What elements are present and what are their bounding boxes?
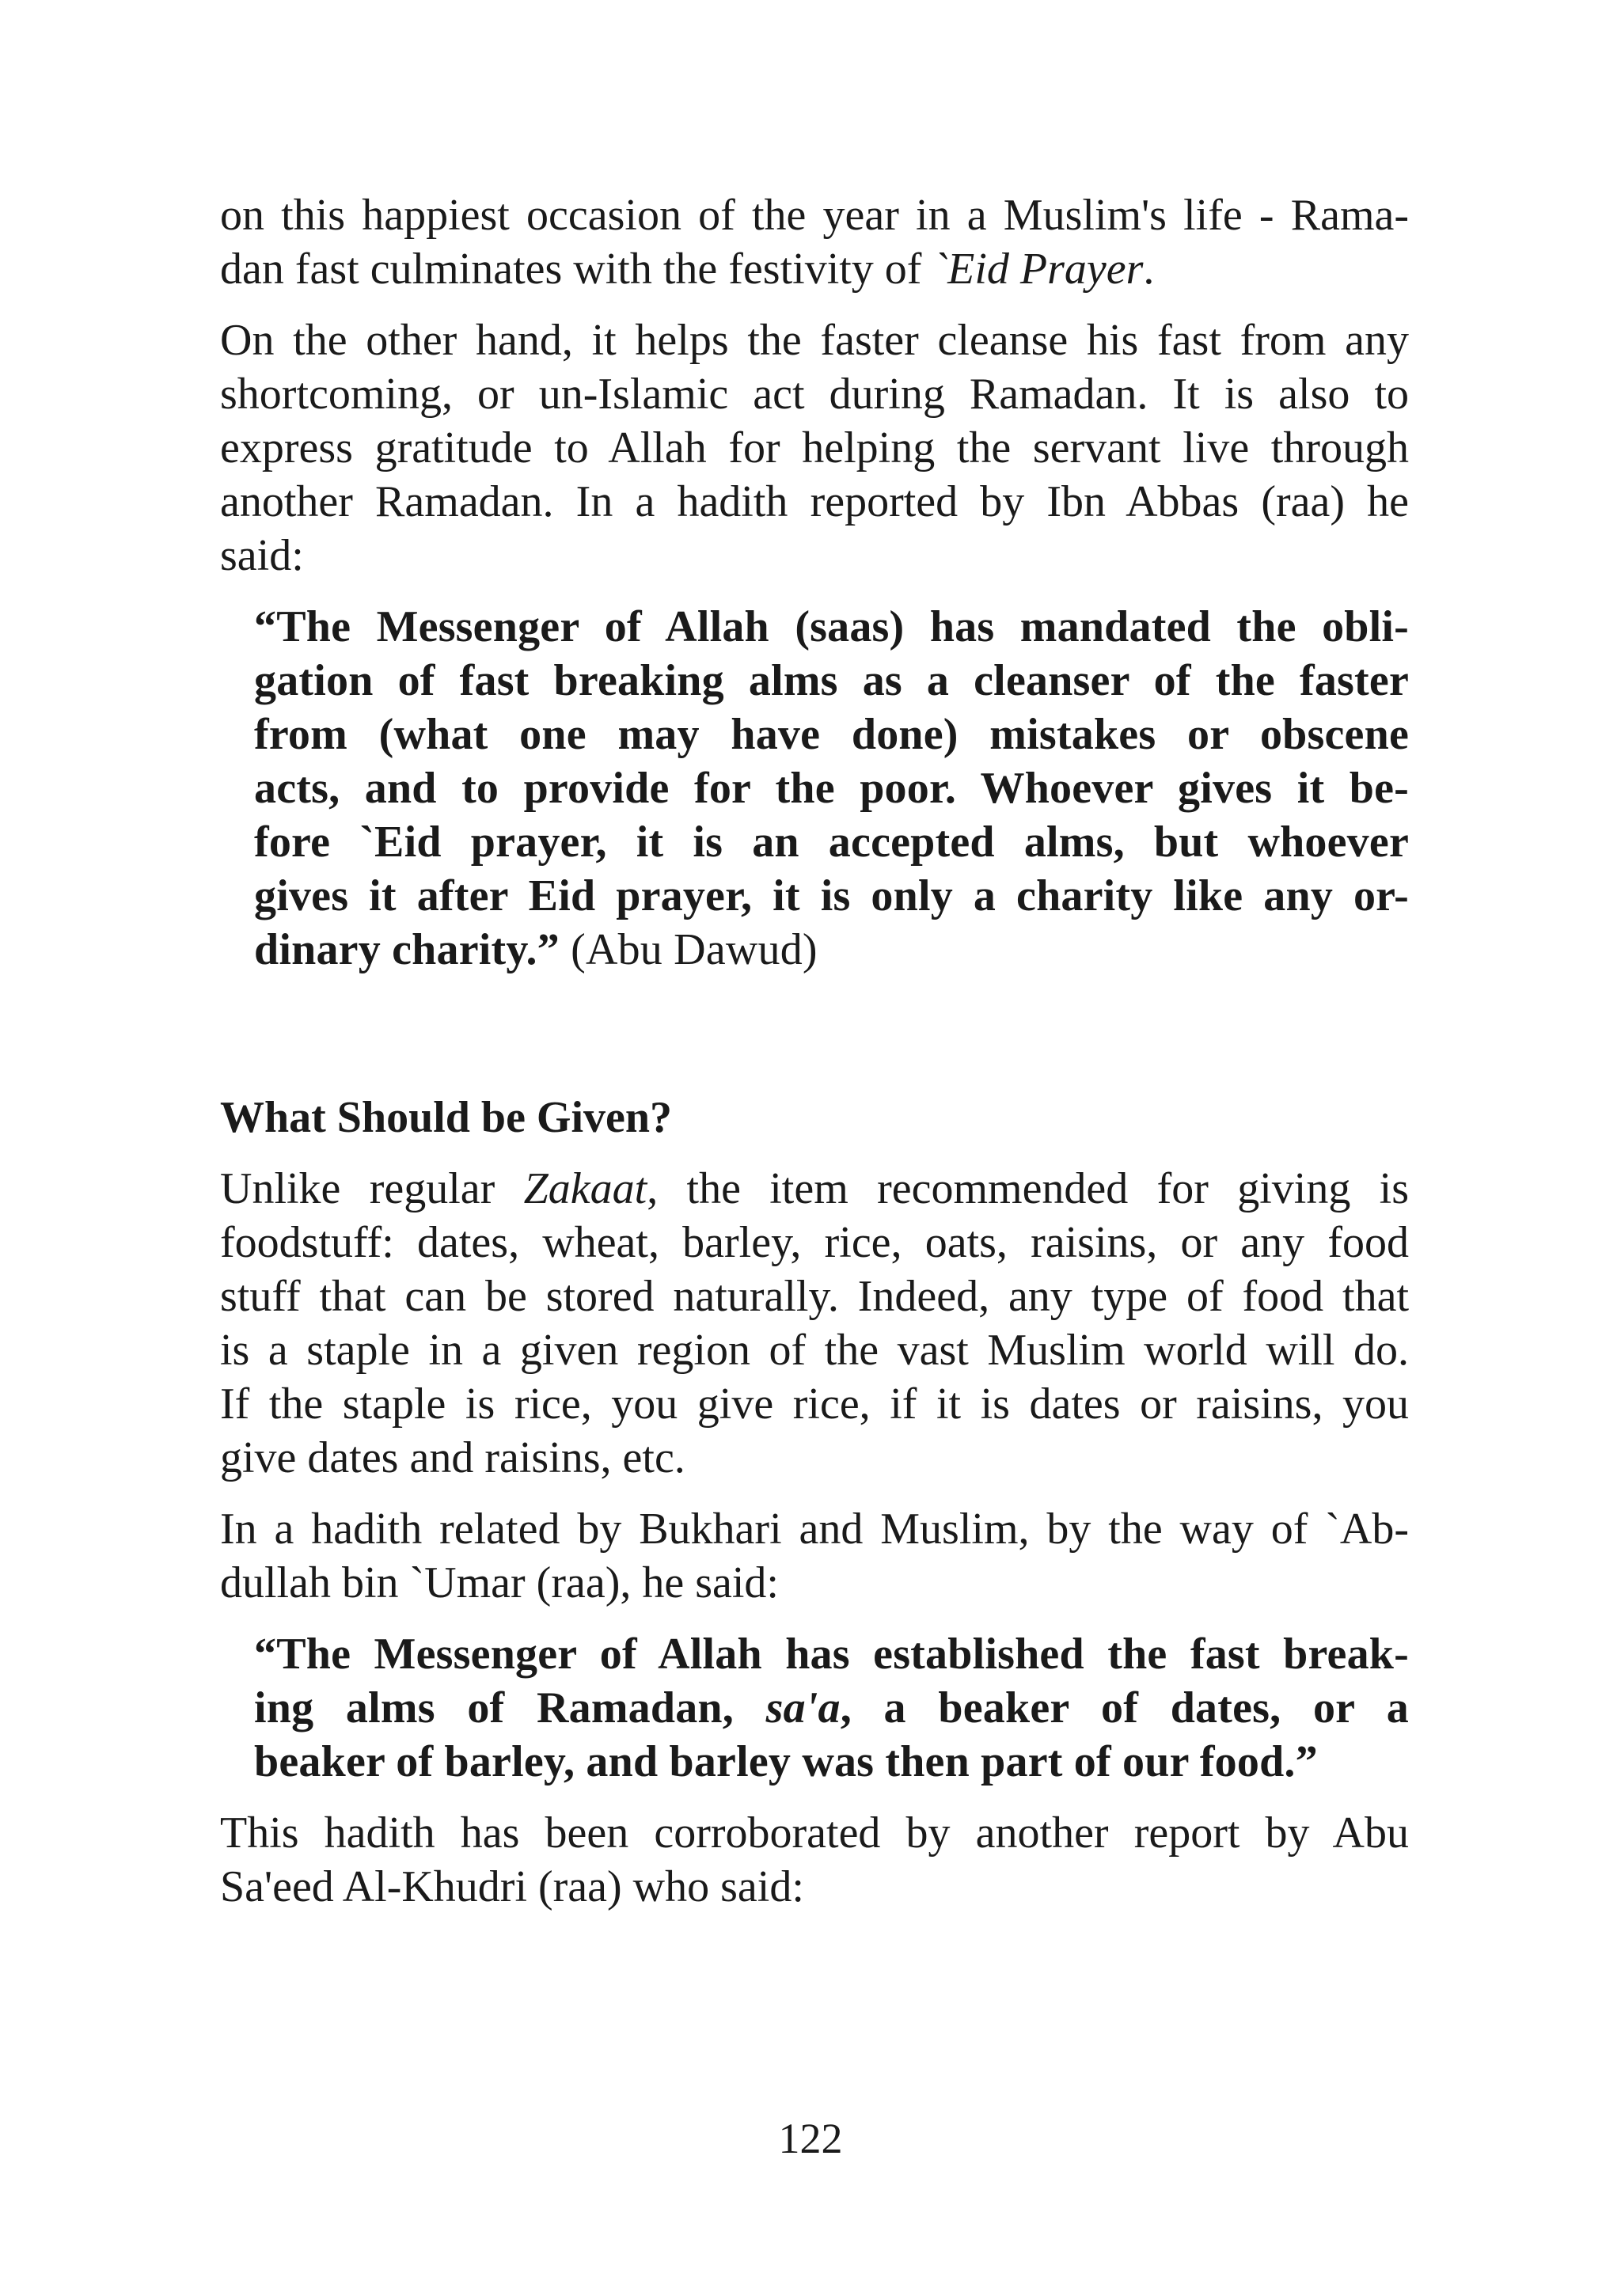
hadith-quote-bukhari-muslim — [220, 1627, 1409, 1789]
quote-line: “The Messenger of Allah has established the fast break- — [254, 1630, 1409, 1679]
paragraph-intro — [220, 188, 1409, 296]
italic-term: `Eid Prayer — [932, 245, 1144, 294]
text-line: foodstuff: dates, wheat, barley, rice, oats, raisins, or any food — [220, 1218, 1409, 1267]
quote-line: gives it after Eid prayer, it is only a charity like any or- — [254, 871, 1409, 920]
text-fragment: dan fast culminates with the festivity of — [220, 245, 933, 294]
text-line: another Ramadan. In a hadith reported by Ibn Abbas (raa) he — [220, 477, 1409, 526]
page-number: 122 — [778, 2115, 843, 2162]
hadith-quote-abu-dawud — [220, 600, 1409, 977]
text-line: This hadith has been corroborated by another report by Abu — [220, 1808, 1409, 1858]
paragraph-corroboration — [220, 1806, 1409, 1914]
quote-line: acts, and to provide for the poor. Whoever gives it be- — [254, 764, 1409, 813]
paragraph-purpose — [220, 313, 1409, 583]
quote-citation: (Abu Dawud) — [559, 925, 818, 974]
text-fragment: . — [1143, 245, 1155, 294]
quote-fragment: , a beaker of dates, or a — [840, 1683, 1410, 1732]
section-heading: What Should be Given? — [220, 1093, 673, 1142]
quote-line: fore `Eid prayer, it is an accepted alms, but whoever — [254, 818, 1409, 867]
text-line: If the staple is rice, you give rice, if it is dates or raisins, you — [220, 1379, 1409, 1429]
quote-fragment: ing alms of Ramadan, — [254, 1683, 766, 1732]
italic-term: sa'a — [765, 1683, 841, 1732]
text-line: dullah bin `Umar (raa), he said: — [220, 1558, 779, 1607]
text-line: Sa'eed Al-Khudri (raa) who said: — [220, 1862, 804, 1911]
page-body — [220, 188, 1409, 1914]
quote-line: gation of fast breaking alms as a cleanser of the faster — [254, 656, 1409, 705]
text-line — [220, 242, 1409, 296]
text-line: is a staple in a given region of the vast Muslim world will do. — [220, 1326, 1409, 1375]
paragraph-bukhari — [220, 1502, 1409, 1610]
text-line: In a hadith related by Bukhari and Muslim, by the way of `Ab- — [220, 1505, 1409, 1554]
text-fragment: Unlike regular — [220, 1164, 524, 1213]
text-line: on this happiest occasion of the year in a Muslim's life - Rama- — [220, 191, 1409, 240]
text-line: On the other hand, it helps the faster cleanse his fast from any — [220, 316, 1409, 365]
text-fragment: , the item recommended for giving is — [647, 1164, 1409, 1213]
text-line: shortcoming, or un-Islamic act during Ramadan. It is also to — [220, 370, 1409, 419]
quote-fragment: dinary charity.” — [254, 925, 560, 974]
quote-line: beaker of barley, and barley was then part of our food.” — [254, 1737, 1318, 1786]
text-line: express gratitude to Allah for helping the servant live through — [220, 423, 1409, 472]
quote-line — [254, 1681, 1409, 1735]
quote-line — [254, 923, 1409, 977]
quote-line: “The Messenger of Allah (saas) has mandated the obli- — [254, 602, 1409, 651]
text-line: said: — [220, 531, 304, 580]
text-line: stuff that can be stored naturally. Indeed, any type of food that — [220, 1272, 1409, 1321]
paragraph-foodstuff — [220, 1162, 1409, 1485]
italic-term: Zakaat — [523, 1164, 647, 1213]
text-line — [220, 1162, 1409, 1216]
text-line: give dates and raisins, etc. — [220, 1433, 685, 1482]
quote-line: from (what one may have done) mistakes or obscene — [254, 710, 1409, 759]
